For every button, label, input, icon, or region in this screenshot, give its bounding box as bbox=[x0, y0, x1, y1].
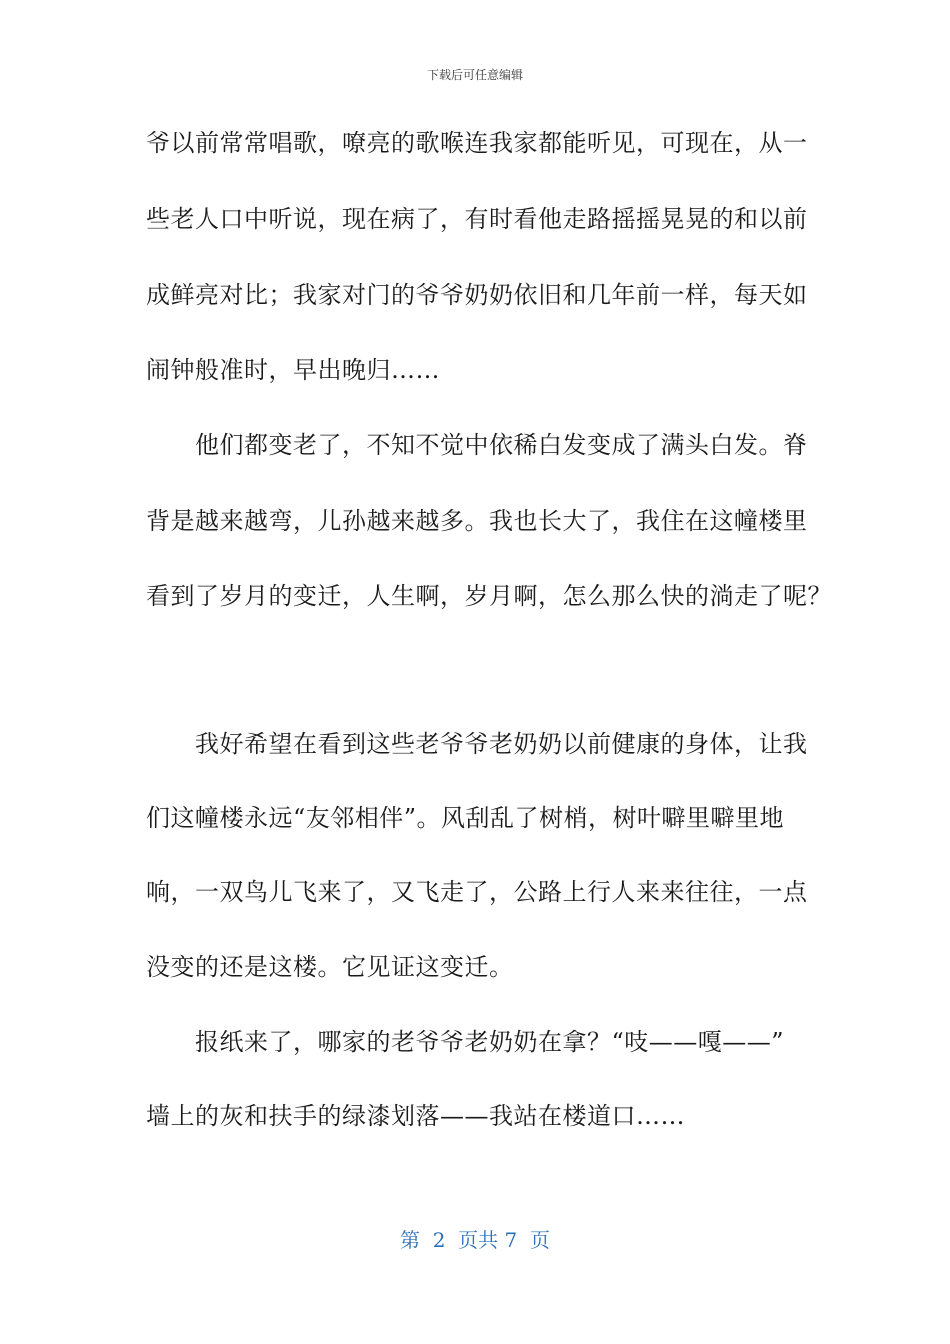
text-line-4: 闹钟般准时，早出晚归…… bbox=[146, 356, 440, 384]
text-line-11: 没变的还是这楼。它见证这变迁。 bbox=[146, 953, 514, 981]
text-line-7: 看到了岁月的变迁，人生啊，岁月啊，怎么那么快的淌走了呢？ bbox=[146, 582, 832, 610]
text-line-10: 响，一双鸟儿飞来了，又飞走了，公路上行人来来往往，一点 bbox=[146, 878, 808, 906]
text-line-5: 他们都变老了，不知不觉中依稀白发变成了满头白发。脊 bbox=[146, 431, 808, 459]
text-line-8: 我好希望在看到这些老爷爷老奶奶以前健康的身体，让我 bbox=[146, 730, 808, 758]
text-line-6: 背是越来越弯，儿孙越来越多。我也长大了，我住在这幢楼里 bbox=[146, 507, 808, 535]
page-header-note: 下载后可任意编辑 bbox=[426, 68, 523, 82]
text-line-12: 报纸来了，哪家的老爷爷老奶奶在拿？“吱——嘎——” bbox=[146, 1028, 785, 1056]
text-line-9: 们这幢楼永远“友邻相伴”。风刮乱了树梢，树叶噼里噼里地 bbox=[146, 804, 785, 832]
text-line-2: 些老人口中听说，现在病了，有时看他走路摇摇晃晃的和以前 bbox=[146, 205, 808, 233]
text-line-1: 爷以前常常唱歌，嘹亮的歌喉连我家都能听见，可现在，从一 bbox=[146, 129, 808, 157]
page-number-footer: 第 2 页共 7 页 bbox=[400, 1228, 550, 1252]
text-line-13: 墙上的灰和扶手的绿漆划落——我站在楼道口…… bbox=[146, 1102, 685, 1130]
text-line-3: 成鲜亮对比；我家对门的爷爷奶奶依旧和几年前一样，每天如 bbox=[146, 281, 808, 309]
